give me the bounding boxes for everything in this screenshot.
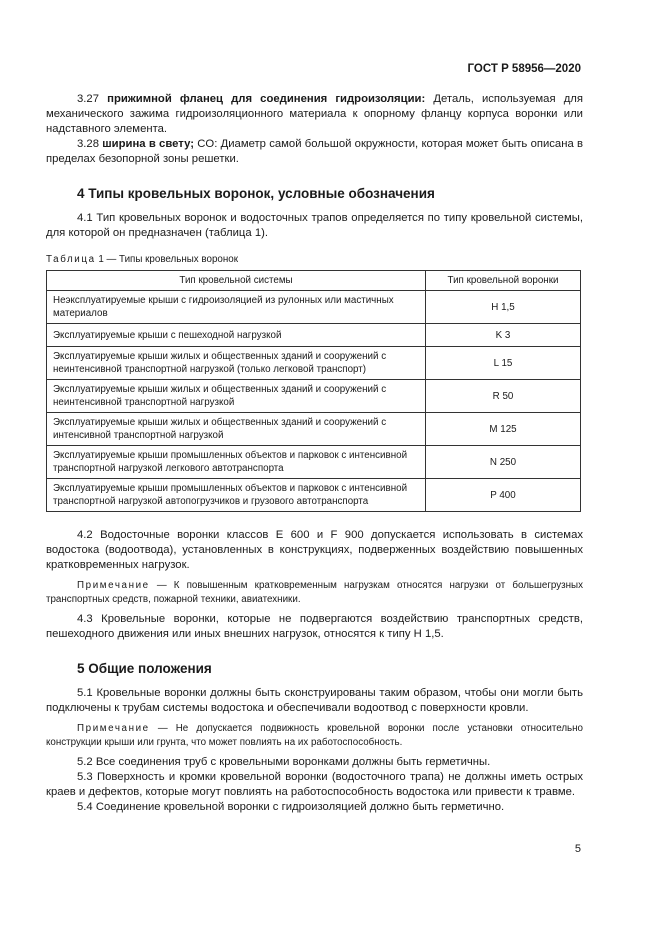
table-caption-label: Таблица	[46, 254, 96, 265]
note-4-2	[46, 579, 583, 606]
note-label: Примечание	[77, 580, 150, 591]
table-row	[47, 413, 581, 446]
drain-type-cell: P 400	[426, 479, 581, 512]
section-4-title: 4 Типы кровельных воронок, условные обозначения	[77, 186, 435, 201]
clause-number: 3.28	[77, 138, 99, 150]
table-header-row	[47, 271, 581, 291]
clause-5-2: 5.2 Все соединения труб с кровельными воронками должны быть герметичны.	[77, 756, 491, 768]
note-text: — К повышенным кратковременным нагрузкам относятся нагрузки от большегрузных транспортных средств, пожарной техники, авиатехники.	[46, 580, 583, 605]
roof-system-cell: Неэксплуатируемые крыши с гидроизоляцией из рулонных или мастичных материалов	[47, 291, 426, 324]
note-label: Примечание	[77, 723, 150, 734]
clause-3-28	[46, 137, 583, 167]
clause-term: ширина в свету;	[102, 138, 194, 150]
clause-text: Деталь, используемая для механического зажима гидроизоляционного материала к опорному фланцу корпуса воронки или надставного элемента.	[46, 93, 584, 135]
drain-type-cell: R 50	[426, 380, 581, 413]
table-caption	[46, 252, 583, 267]
roof-system-cell: Эксплуатируемые крыши жилых и общественных зданий и сооружений с интенсивной транспортной нагрузкой	[47, 413, 426, 446]
clause-4-3: 4.3 Кровельные воронки, которые не подвергаются воздействию транспортных средств, пешеходного движения или иных внешних нагрузок, относятся к типу H 1,5.	[46, 613, 583, 640]
note-5-1	[46, 722, 583, 749]
clause-number: 3.27	[77, 93, 99, 105]
clause-5-3: 5.3 Поверхность и кромки кровельной воронки (водосточного трапа) не должны иметь острых краев и дефектов, которые могут повлиять на работоспособность водостока или привести к травме.	[46, 771, 583, 798]
table-row	[47, 324, 581, 347]
clause-text: CO: Диаметр самой большой окружности, которая может быть описана в пределах безопорной зоны решетки.	[46, 138, 583, 165]
col-header-roof-system: Тип кровельной системы	[47, 271, 426, 291]
clause-5-4: 5.4 Соединение кровельной воронки с гидроизоляцией должно быть герметично.	[77, 801, 505, 813]
col-header-drain-type: Тип кровельной воронки	[426, 271, 581, 291]
clause-4-1: 4.1 Тип кровельных воронок и водосточных трапов определяется по типу кровельной системы, для которой он предназначен (таблица 1).	[46, 212, 583, 239]
table-row	[47, 380, 581, 413]
roof-system-cell: Эксплуатируемые крыши промышленных объектов и парковок с интенсивной транспортной нагрузкой автопогрузчиков и грузового автотранспорта	[47, 479, 426, 512]
note-text: — Не допускается подвижность кровельной воронки после установки относительно конструкции крыши или грунта, что может повлиять на их работоспособность.	[46, 723, 583, 748]
drain-type-cell: L 15	[426, 347, 581, 380]
drain-type-cell: N 250	[426, 446, 581, 479]
drain-type-cell: K 3	[426, 324, 581, 347]
table-row	[47, 291, 581, 324]
drain-type-cell: H 1,5	[426, 291, 581, 324]
document-header: ГОСТ Р 58956—2020	[467, 63, 581, 75]
clause-term: прижимной фланец для соединения гидроизоляции:	[107, 93, 426, 105]
table-row	[47, 479, 581, 512]
roof-system-cell: Эксплуатируемые крыши промышленных объектов и парковок с интенсивной транспортной нагрузкой легкового автотранспорта	[47, 446, 426, 479]
section-5-title: 5 Общие положения	[77, 661, 212, 676]
clause-3-27	[46, 92, 583, 137]
page-number: 5	[574, 843, 581, 855]
drain-type-cell: M 125	[426, 413, 581, 446]
table-row	[47, 347, 581, 380]
roof-system-cell: Эксплуатируемые крыши с пешеходной нагрузкой	[47, 324, 426, 347]
clause-5-1: 5.1 Кровельные воронки должны быть сконструированы таким образом, чтобы они могли быть подключены к трубам системы водостока и обеспечивали водоотвод с поверхности кровли.	[46, 687, 583, 714]
table-row	[47, 446, 581, 479]
roof-system-cell: Эксплуатируемые крыши жилых и общественных зданий и сооружений с неинтенсивной транспортной нагрузкой (только легковой транспорт)	[47, 347, 426, 380]
table-caption-text: 1 — Типы кровельных воронок	[95, 254, 239, 265]
clause-4-2: 4.2 Водосточные воронки классов E 600 и F 900 допускается использовать в системах водостока (водоотвода), установленных в конструкциях, подверженных воздействию повышенных кратковременных нагрузок.	[46, 529, 583, 571]
roof-drain-types-table	[46, 270, 581, 512]
roof-system-cell: Эксплуатируемые крыши жилых и общественных зданий и сооружений с неинтенсивной транспортной нагрузкой	[47, 380, 426, 413]
page-content	[46, 92, 583, 815]
